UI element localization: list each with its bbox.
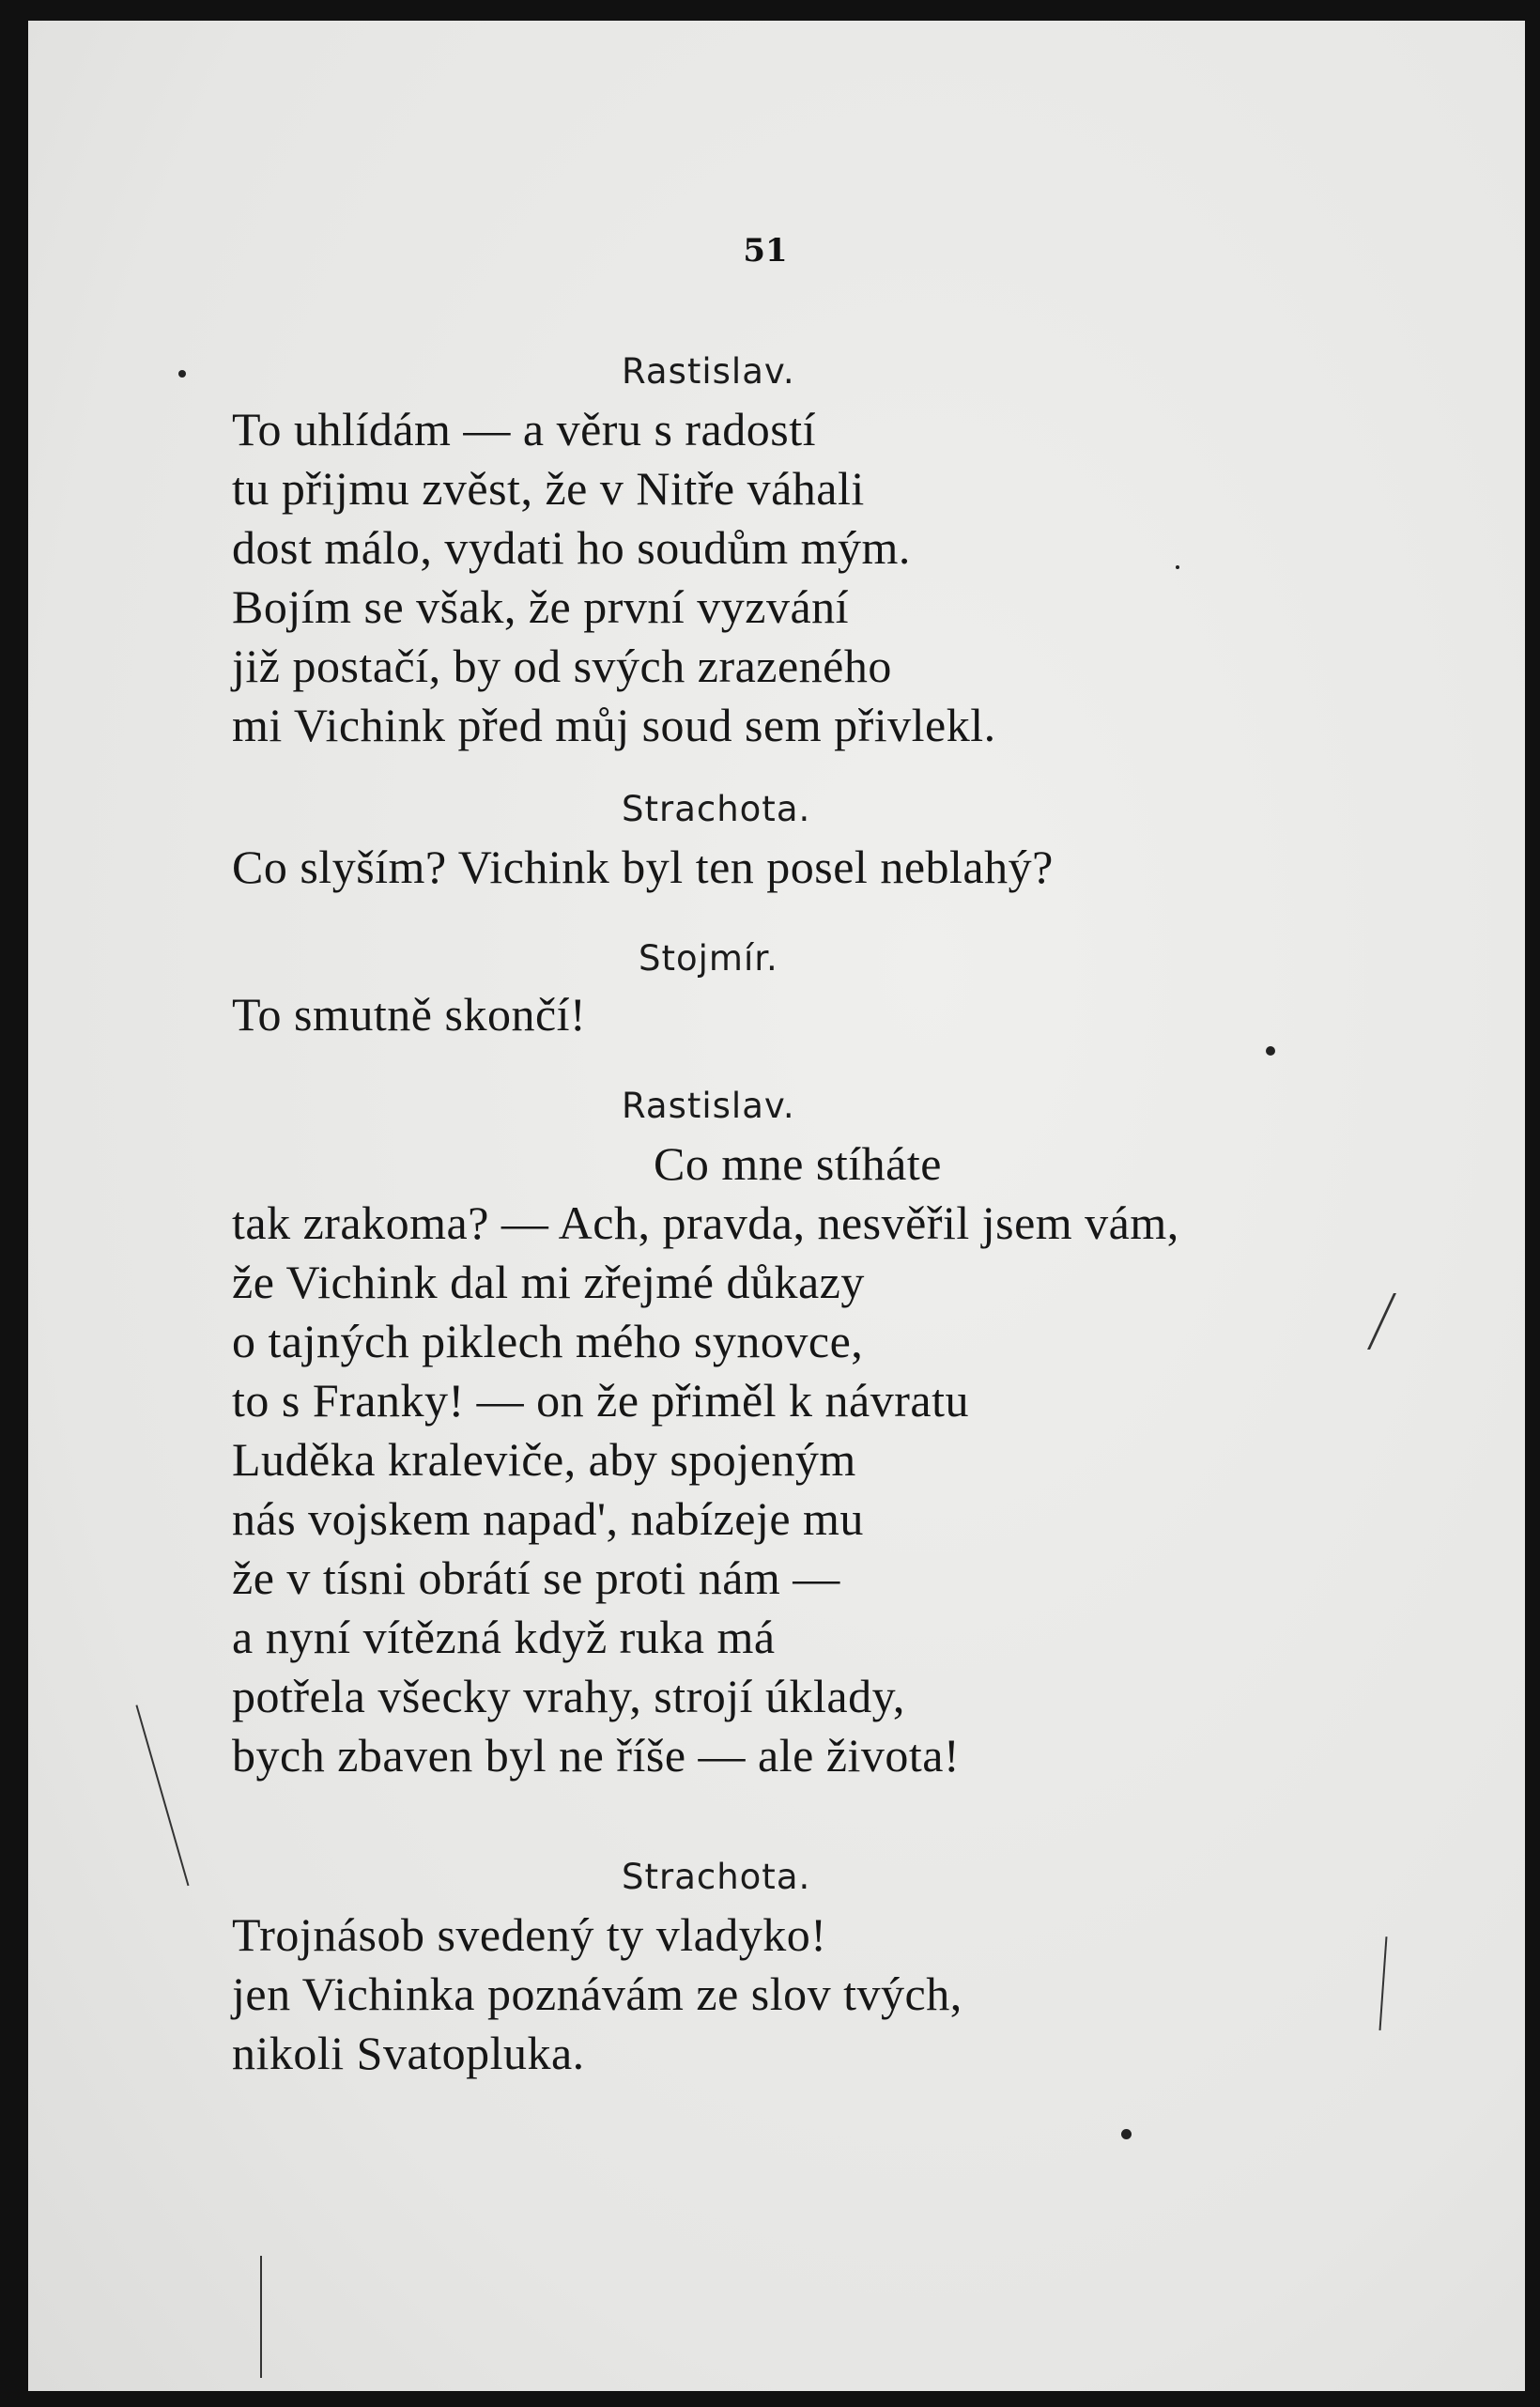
ink-speck [1176, 565, 1179, 569]
book-page [28, 21, 1525, 2391]
verse-line: Luděka kraleviče, aby spojeným [232, 1433, 856, 1486]
verse-line: To uhlídám — a věru s radostí [232, 403, 816, 455]
pencil-mark [134, 1705, 190, 1886]
verse-line: Co slyším? Vichink byl ten posel neblahý? [232, 841, 1054, 893]
verse-line: potřela všecky vrahy, strojí úklady, [232, 1670, 905, 1722]
verse-line: jen Vichinka poznávám ze slov tvých, [232, 1967, 962, 2020]
verse-line: Trojnásob svedený ty vladyko! [232, 1908, 827, 1961]
verse-line: mi Vichink před můj soud sem přivlekl. [232, 699, 996, 751]
ink-speck [1121, 2129, 1132, 2139]
speaker-name: Strachota. [622, 1857, 811, 1897]
verse-line: již postačí, by od svých zrazeného [232, 640, 892, 692]
speaker-name: Rastislav. [622, 1086, 795, 1126]
speaker-name: Stojmír. [639, 938, 778, 979]
ink-speck [178, 370, 186, 378]
verse-line: Co mne stíháte [654, 1137, 942, 1190]
ink-speck [1266, 1046, 1275, 1056]
speaker-name: Rastislav. [622, 351, 795, 392]
verse-line: a nyní vítězná když ruka má [232, 1611, 776, 1663]
verse-line: bych zbaven byl ne říše — ale života! [232, 1729, 961, 1782]
verse-line: tak zrakoma? — Ach, pravda, nesvěřil jsem vám, [232, 1196, 1179, 1249]
verse-line: že v tísni obrátí se proti nám — [232, 1551, 840, 1604]
verse-line: To smutně skončí! [232, 988, 587, 1041]
pencil-mark [258, 2256, 262, 2378]
page-number: 51 [743, 232, 788, 270]
speaker-name: Strachota. [622, 789, 811, 829]
pencil-mark [1339, 1293, 1396, 1350]
verse-line: nikoli Svatopluka. [232, 2027, 585, 2079]
verse-line: o tajných piklech mého synovce, [232, 1315, 864, 1367]
verse-line: nás vojskem napad', nabízeje mu [232, 1492, 864, 1545]
verse-line: že Vichink dal mi zřejmé důkazy [232, 1256, 865, 1308]
verse-line: Bojím se však, že první vyzvání [232, 580, 850, 633]
pencil-mark [1378, 1936, 1388, 2030]
verse-line: dost málo, vydati ho soudům mým. [232, 521, 911, 574]
verse-line: tu přijmu zvěst, že v Nitře váhali [232, 462, 865, 515]
verse-line: to s Franky! — on že přiměl k návratu [232, 1374, 969, 1427]
